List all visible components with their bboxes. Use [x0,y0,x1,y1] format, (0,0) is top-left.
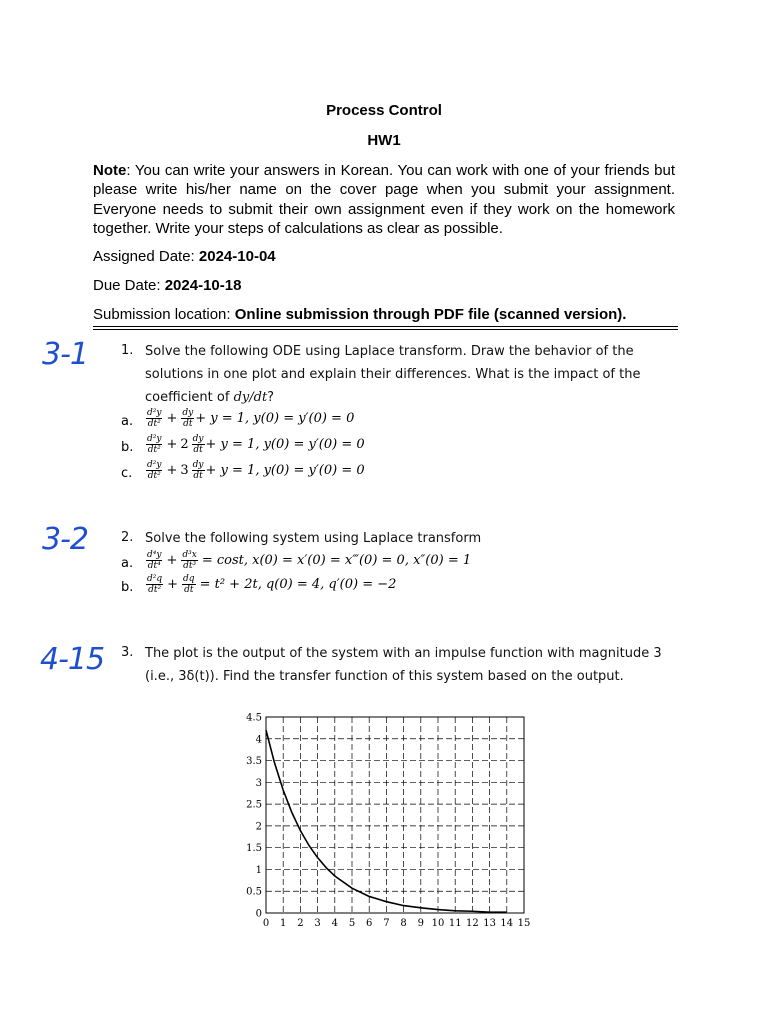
y-tick-label: 4.5 [246,712,262,724]
x-tick-label: 3 [314,918,321,929]
divider-bottom [93,329,678,330]
fraction: $\frac{dy}{dt}$ [192,460,204,481]
question-1-coefficient: dy/dt [233,390,268,405]
note-label: Note [93,162,127,179]
fraction: $\frac{\text{d²q}}{\text{dt²}}$ [147,574,163,595]
question-1a-equation: $\frac{\text{d²y}}{\text{dt²}}$ + $\frac{dy}{dt}$ + y = 1, y(0) = y′(0) = 0 [147,408,355,429]
y-tick-label: 2.5 [246,799,262,811]
question-3-text [145,642,665,688]
x-tick-label: 13 [483,918,496,929]
y-tick-label: 0 [255,908,262,920]
x-tick-label: 0 [262,918,270,929]
chart-tick-labels [246,713,530,930]
question-2a-equation: $\frac{\text{d⁴y}}{\text{dt⁴}}$ + $\frac{\text{d³x}}{\text{dt³}}$ = cost, x(0) = x′(0) = x‴(0) = 0, x″(0) = 1 [147,550,472,571]
handwritten-annotation-1: 3-1 [42,337,88,372]
fraction: $\frac{\text{d²y}}{\text{dt²}}$ [147,408,162,429]
question-3-number: 3. [121,645,134,660]
handwritten-annotation-2: 3-2 [42,522,88,557]
x-tick-label: 11 [448,918,462,929]
fraction: $\frac{\text{d⁴y}}{\text{dt⁴}}$ [147,550,162,571]
x-tick-label: 12 [466,918,479,929]
x-tick-label: 6 [366,918,373,929]
question-1b-label: b. [121,440,134,455]
question-2a-label: a. [121,556,134,571]
x-tick-label: 8 [400,918,407,929]
assigned-date-value: 2024-10-04 [198,248,276,265]
y-tick-label: 1 [255,864,262,876]
fraction: $\frac{\text{d²y}}{\text{dt²}}$ [147,460,162,481]
question-1-line: solutions in one plot and explain their differences. What is the impact of the [145,367,641,382]
assigned-date-label: Assigned Date: [93,248,199,265]
fraction: $\frac{\text{d³x}}{\text{dt³}}$ [182,550,197,571]
y-tick-label: 3 [255,777,262,789]
x-tick-label: 5 [348,918,356,929]
question-2-text [145,527,665,550]
due-date-label: Due Date: [93,277,165,294]
homework-number: HW1 [367,132,401,149]
question-3-line: The plot is the output of the system with an impulse function with magnitude 3 [145,646,662,661]
submission-value: Online submission through PDF file (scanned version). [234,306,627,323]
question-1b-equation: $\frac{\text{d²y}}{\text{dt²}}$ + 2 $\frac{dy}{dt}$ + y = 1, y(0) = y′(0) = 0 [147,434,365,455]
x-tick-label: 1 [280,918,287,929]
chart-grid [266,717,524,913]
x-tick-label: 7 [383,918,390,929]
question-2b-equation: $\frac{\text{d²q}}{\text{dt²}}$ + $\frac{dq}{dt}$ = t² + 2t, q(0) = 4, q′(0) = −2 [147,574,397,595]
fraction: $\frac{dy}{dt}$ [192,434,204,455]
submission-location [93,306,626,323]
fraction: $\frac{dy}{dt}$ [182,408,194,429]
y-tick-label: 1.5 [246,843,262,855]
x-tick-label: 15 [517,918,531,929]
question-2b-label: b. [121,580,134,595]
question-1c-equation: $\frac{\text{d²y}}{\text{dt²}}$ + 3 $\frac{dy}{dt}$ + y = 1, y(0) = y′(0) = 0 [147,460,365,481]
question-1-line: coefficient of dy/dt? [145,390,275,405]
document-title: Process Control [326,102,442,119]
impulse-response-chart [230,705,550,935]
y-tick-label: 0.5 [246,886,262,898]
question-1-text [145,340,665,409]
y-tick-label: 3.5 [246,756,262,768]
question-1a-label: a. [121,414,134,429]
fraction: $\frac{\text{d²y}}{\text{dt²}}$ [147,434,162,455]
chart-frame [266,717,524,913]
due-date [93,277,241,294]
question-2-number: 2. [121,530,134,545]
x-tick-label: 2 [297,918,304,929]
submission-label: Submission location: [93,306,235,323]
question-1c-label: c. [121,466,133,481]
note-text: : You can write your answers in Korean. You can work with one of your friends but please write his/her name on the cover page when you submit your assignment. Everyone needs to submit their own assignment even if they work on the homework together. Write your steps of calculations as clear as possible. [93,162,675,238]
x-tick-label: 4 [331,918,338,929]
fraction: $\frac{dq}{dt}$ [183,574,195,595]
question-2-line: Solve the following system using Laplace transform [145,531,482,546]
x-tick-label: 9 [417,918,424,929]
question-1-number: 1. [121,343,134,358]
x-tick-label: 14 [500,918,514,929]
note-paragraph [93,161,675,239]
question-1-line: Solve the following ODE using Laplace transform. Draw the behavior of the [145,344,634,359]
question-3-line: (i.e., 3δ(t)). Find the transfer function of this system based on the output. [145,669,624,684]
x-tick-label: 10 [431,918,445,929]
y-tick-label: 4 [255,734,262,746]
y-tick-label: 2 [255,821,262,833]
handwritten-annotation-3: 4-15 [40,642,105,677]
due-date-value: 2024-10-18 [164,277,242,294]
divider-top [93,326,678,327]
assigned-date [93,248,276,265]
